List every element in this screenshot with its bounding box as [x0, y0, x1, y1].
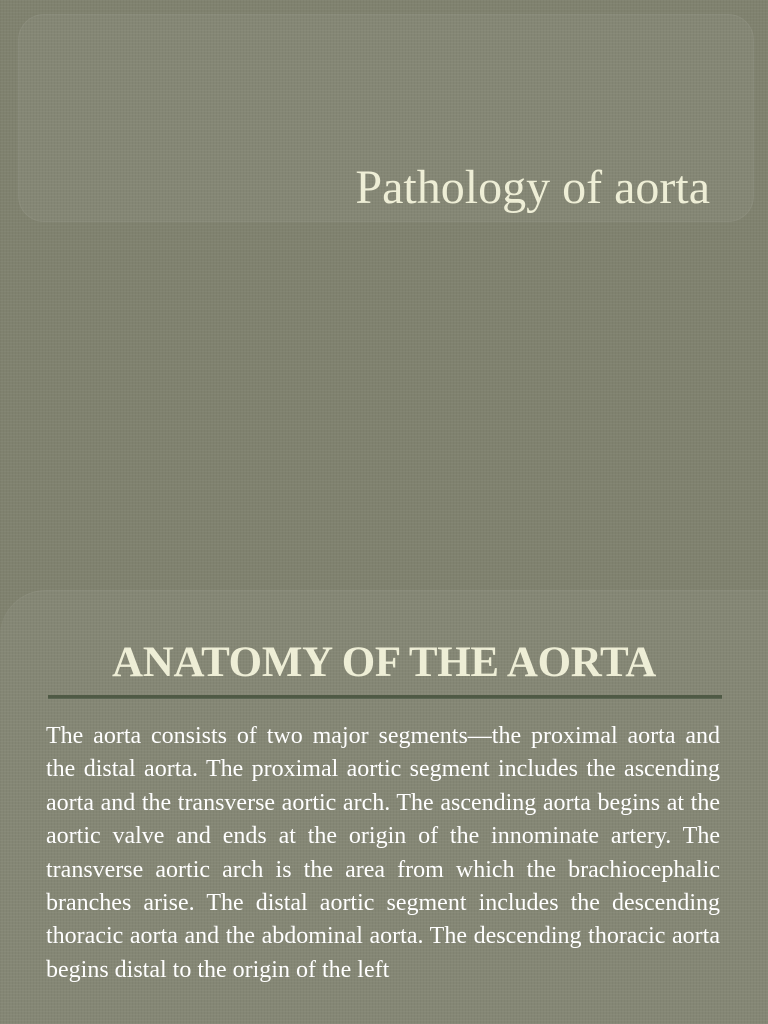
body-paragraph: The aorta consists of two major segments—the proximal aorta and the distal aorta. The proximal aortic segment includes the ascending aorta and the transverse aortic arch. The ascending aorta begins at the aortic valve and ends at the origin of the innominate artery. The transverse aortic arch is the area from which the brachiocephalic branches arise. The distal aortic segment includes the descending thoracic aorta and the abdominal aorta. The descending thoracic aorta begins distal to the origin of the left: [46, 723, 720, 983]
content-slide: [0, 590, 768, 1024]
slide-heading: ANATOMY OF THE AORTA: [112, 639, 656, 686]
slide-title: Pathology of aorta: [355, 161, 710, 214]
heading-divider: [48, 695, 722, 699]
